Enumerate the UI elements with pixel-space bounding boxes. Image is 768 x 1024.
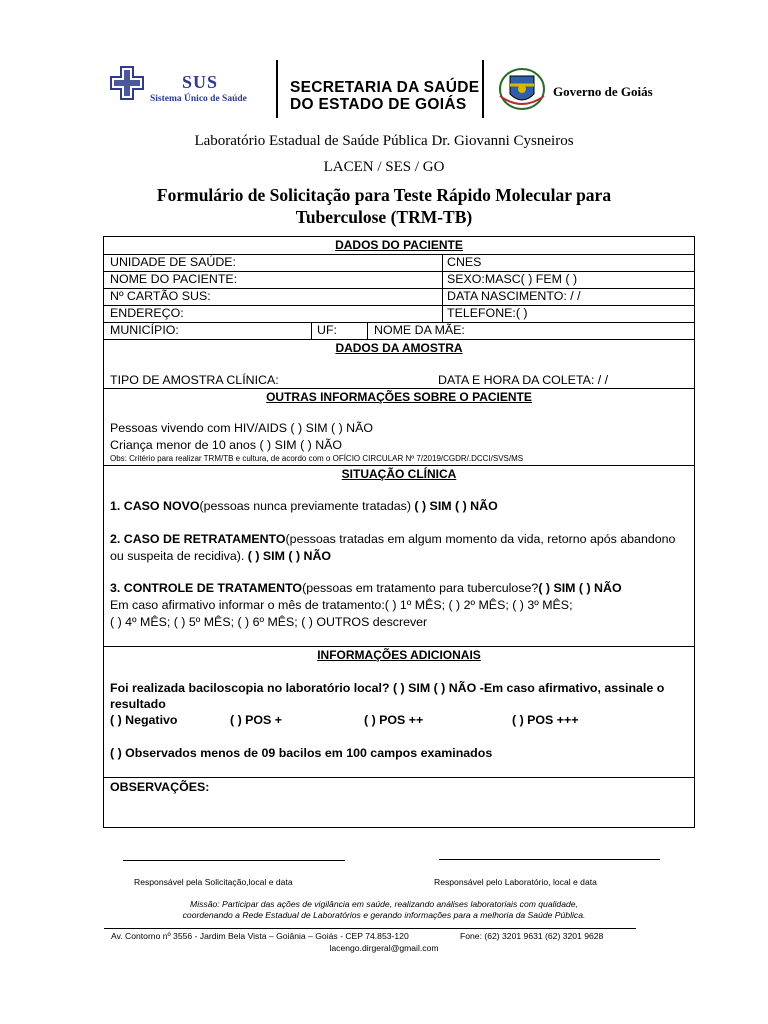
negativo-option[interactable]: ( ) Negativo <box>110 713 178 727</box>
obs-criterio-note: Obs: Critério para realizar TRM/TB e cultura, de acordo com o OFÍCIO CIRCULAR Nº 7/2019/CGDR/.DCCI/SVS/MS <box>110 454 524 463</box>
unidade-saude-field[interactable]: UNIDADE DE SAÚDE: <box>110 255 236 269</box>
pos3-option[interactable]: ( ) POS +++ <box>512 713 579 727</box>
mission-line1: Missão: Participar das ações de vigilância em saúde, realizando análises laboratoriais com qualidade, <box>190 899 578 909</box>
signature-label-laboratorio: Responsável pelo Laboratório, local e data <box>434 877 597 887</box>
baciloscopia-question-cont: resultado <box>110 697 166 711</box>
uf-field[interactable]: UF: <box>317 323 337 337</box>
secretaria-line2: DO ESTADO DE GOIÁS <box>290 96 467 113</box>
laboratory-name: Laboratório Estadual de Saúde Pública Dr. Giovanni Cysneiros <box>194 133 574 149</box>
hiv-question[interactable]: Pessoas vivendo com HIV/AIDS ( ) SIM ( ) NÃO <box>110 421 374 435</box>
retratamento-text-2: ou suspeita de recidiva). <box>110 549 245 563</box>
caso-novo-label: 1. CASO NOVO <box>110 499 200 513</box>
request-form <box>103 236 695 828</box>
section-title-additional: INFORMAÇÕES ADICIONAIS <box>317 648 481 662</box>
sus-logo-title: SUS <box>182 72 219 92</box>
retratamento-label: 2. CASO DE RETRATAMENTO <box>110 532 286 546</box>
signature-label-solicitacao: Responsável pela Solicitação,local e data <box>134 877 293 887</box>
secretaria-line1: SECRETARIA DA SAÚDE <box>290 79 480 96</box>
data-coleta-field[interactable]: DATA E HORA DA COLETA: / / <box>438 373 609 387</box>
controle-text: (pessoas em tratamento para tuberculose? <box>302 581 539 595</box>
nome-mae-field[interactable]: NOME DA MÃE: <box>374 323 465 337</box>
signature-line-solicitacao <box>123 860 345 861</box>
municipio-field[interactable]: MUNICÍPIO: <box>110 323 179 337</box>
mes-tratamento-line2[interactable]: ( ) 4º MÊS; ( ) 5º MÊS; ( ) 6º MÊS; ( ) OUTROS descrever <box>110 615 428 629</box>
footer-email[interactable]: lacengo.dirgeral@gmail.com <box>329 943 439 953</box>
header-divider <box>482 60 484 118</box>
retratamento-options[interactable]: ( ) SIM ( ) NÃO <box>247 549 332 563</box>
pos2-option[interactable]: ( ) POS ++ <box>364 713 424 727</box>
observacoes-label: OBSERVAÇÕES: <box>110 780 210 794</box>
controle-question[interactable] <box>110 581 622 595</box>
sus-logo-subtitle: Sistema Único de Saúde <box>150 94 247 104</box>
laboratory-code: LACEN / SES / GO <box>323 159 445 175</box>
baciloscopia-question[interactable]: Foi realizada baciloscopia no laboratório local? ( ) SIM ( ) NÃO -Em caso afirmativo, assinale o <box>110 681 665 695</box>
header-divider <box>276 60 278 118</box>
telefone-field[interactable]: TELEFONE:( ) <box>447 306 528 320</box>
cnes-field[interactable]: CNES <box>447 255 482 269</box>
section-title-other-info: OUTRAS INFORMAÇÕES SOBRE O PACIENTE <box>266 390 532 404</box>
section-title-clinical: SITUAÇÃO CLÍNICA <box>341 467 457 481</box>
section-title-sample: DADOS DA AMOSTRA <box>335 341 463 355</box>
pos1-option[interactable]: ( ) POS + <box>230 713 282 727</box>
sexo-field[interactable]: SEXO:MASC( ) FEM ( ) <box>447 272 578 286</box>
caso-novo-text: (pessoas nunca previamente tratadas) <box>199 499 411 513</box>
signature-line-laboratorio <box>439 859 660 860</box>
retratamento-question[interactable] <box>110 532 675 546</box>
caso-novo-question[interactable] <box>110 499 498 513</box>
controle-label: 3. CONTROLE DE TRATAMENTO <box>110 581 303 595</box>
mes-tratamento-line1[interactable]: Em caso afirmativo informar o mês de tratamento:( ) 1º MÊS; ( ) 2º MÊS; ( ) 3º MÊS; <box>110 598 573 612</box>
tipo-amostra-field[interactable]: TIPO DE AMOSTRA CLÍNICA: <box>110 373 279 387</box>
nome-paciente-field[interactable]: NOME DO PACIENTE: <box>110 272 238 286</box>
bacilos-option[interactable]: ( ) Observados menos de 09 bacilos em 100 campos examinados <box>110 746 493 760</box>
mission-line2: coordenando a Rede Estadual de Laboratórios e gerando informações para a melhoria da Saúde Pública. <box>182 910 586 920</box>
cartao-sus-field[interactable]: Nº CARTÃO SUS: <box>110 289 211 303</box>
section-title-patient: DADOS DO PACIENTE <box>335 238 463 252</box>
footer-phone: Fone: (62) 3201 9631 (62) 3201 9628 <box>460 931 604 941</box>
form-title: Formulário de Solicitação para Teste Rápido Molecular para Tuberculose (TRM-TB) <box>156 185 612 227</box>
endereco-field[interactable]: ENDEREÇO: <box>110 306 184 320</box>
crianca-question[interactable]: Criança menor de 10 anos ( ) SIM ( ) NÃO <box>110 438 343 452</box>
controle-options[interactable]: ( ) SIM ( ) NÃO <box>538 581 622 595</box>
governo-goias-text: Governo de Goiás <box>553 84 653 99</box>
footer-address: Av. Contorno nº 3556 - Jardim Bela Vista – Goiânia – Goiás - CEP 74.853-120 <box>111 931 409 941</box>
footer-divider <box>104 928 636 929</box>
goias-crest-icon <box>496 66 548 112</box>
caso-novo-options[interactable]: ( ) SIM ( ) NÃO <box>414 499 498 513</box>
retratamento-text: (pessoas tratadas em algum momento da vida, retorno após abandono <box>285 532 676 546</box>
secretaria-logo-text <box>290 79 479 113</box>
sus-cross-logo-icon <box>110 66 144 100</box>
data-nascimento-field[interactable]: DATA NASCIMENTO: / / <box>447 289 581 303</box>
retratamento-question-cont[interactable] <box>110 549 331 563</box>
